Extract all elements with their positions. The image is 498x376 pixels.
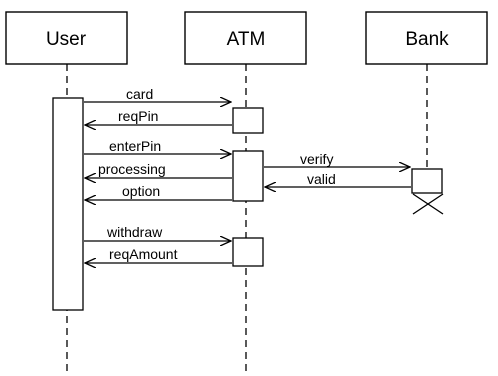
message-reqpin-label: reqPin [118,108,159,124]
activation-atm-1 [233,108,263,133]
activation-atm-3 [233,238,263,266]
message-reqpin [85,108,232,125]
participant-bank [366,12,487,64]
message-option-label: option [122,183,161,199]
message-enterpin-label: enterPin [109,138,162,154]
activation-atm-2 [233,151,263,201]
participant-bank-label: Bank [405,29,449,50]
message-reqamount-label: reqAmount [109,246,178,262]
message-processing-label: processing [98,161,166,177]
message-enterpin [84,138,231,154]
activation-user [53,98,83,310]
participant-user [6,12,127,64]
message-reqamount [85,246,232,263]
message-verify-label: verify [300,151,334,167]
destroy-mark-bank [413,194,443,214]
message-valid [265,171,411,187]
message-withdraw-label: withdraw [107,224,163,240]
message-withdraw [84,224,231,241]
message-option [85,183,232,200]
message-card-label: card [126,86,154,102]
participant-user-label: User [45,29,87,50]
message-processing [85,161,232,178]
message-valid-label: valid [307,171,336,187]
message-verify [264,151,410,167]
activation-bank [412,169,442,193]
message-card [84,86,231,102]
participant-atm-label: ATM [226,29,266,50]
participant-atm [185,12,306,64]
